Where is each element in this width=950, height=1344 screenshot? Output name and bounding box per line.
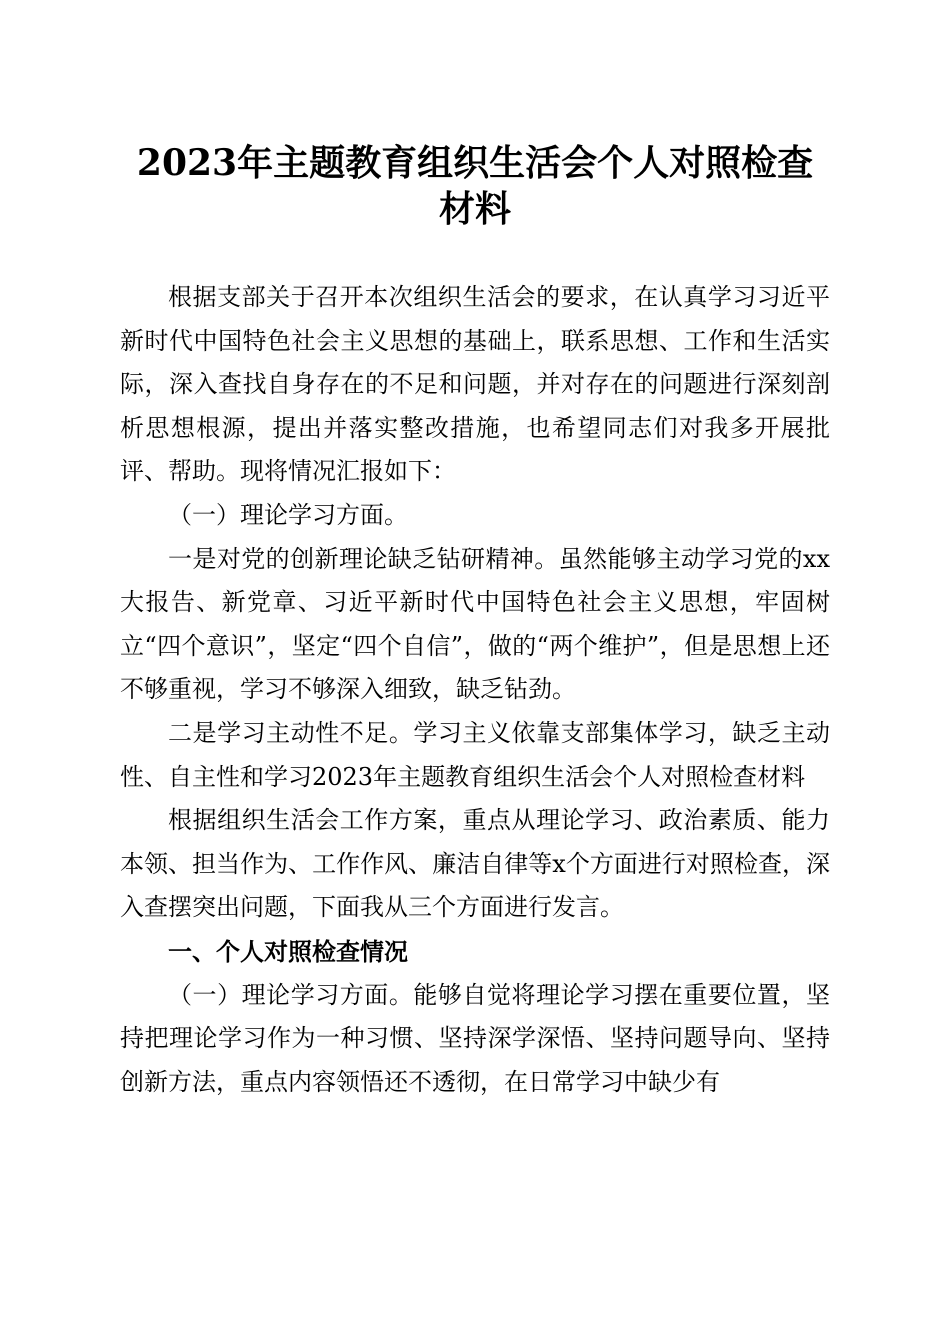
- document-body: [120, 276, 830, 1104]
- problem-one-paragraph: 一是对党的创新理论缺乏钻研精神。虽然能够主动学习党的xx大报告、新党章、习近平新时代中国特色社会主义思想，牢固树立“四个意识”，坚定“四个自信”，做的“两个维护”，但是思想上还不够重视，学习不够深入细致，缺乏钻劲。: [120, 544, 830, 704]
- theory-study-paragraph: （一）理论学习方面。能够自觉将理论学习摆在重要位置，坚持把理论学习作为一种习惯、坚持深学深悟、坚持问题导向、坚持创新方法，重点内容领悟还不透彻，在日常学习中缺少有: [120, 980, 830, 1096]
- problem-two-paragraph: 二是学习主动性不足。学习主义依靠支部集体学习，缺乏主动性、自主性和学习2023年主题教育组织生活会个人对照检查材料: [120, 718, 830, 791]
- work-plan-paragraph: 根据组织生活会工作方案，重点从理论学习、政治素质、能力本领、担当作为、工作作风、廉洁自律等x个方面进行对照检查，深入查摆突出问题，下面我从三个方面进行发言。: [120, 806, 830, 922]
- section-heading-theory-study: （一）理论学习方面。: [168, 500, 408, 529]
- section-heading-self-check: 一、个人对照检查情况: [168, 936, 408, 966]
- document-title: 2023年主题教育组织生活会个人对照检查材料: [136, 142, 814, 230]
- intro-paragraph: 根据支部关于召开本次组织生活会的要求，在认真学习习近平新时代中国特色社会主义思想的基础上，联系思想、工作和生活实际，深入查找自身存在的不足和问题，并对存在的问题进行深刻剖析思想根源，提出并落实整改措施，也希望同志们对我多开展批评、帮助。现将情况汇报如下：: [120, 283, 830, 486]
